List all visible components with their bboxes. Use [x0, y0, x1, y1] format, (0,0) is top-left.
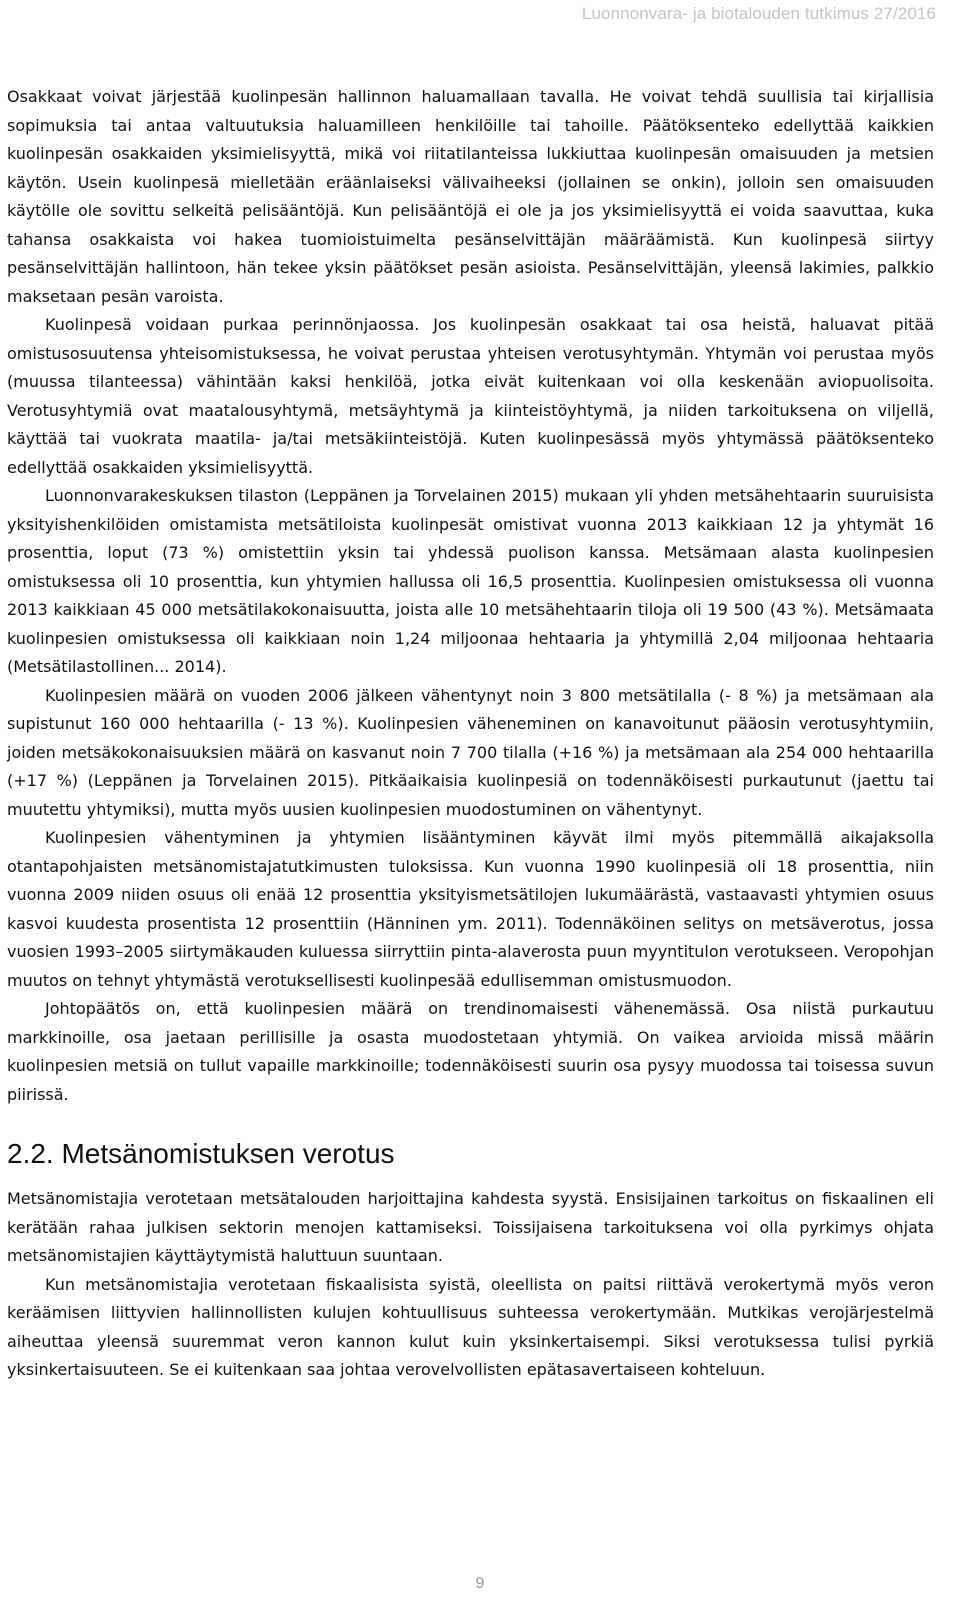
paragraph: Kuolinpesien määrä on vuoden 2006 jälkeen vähentynyt noin 3 800 metsätilalla (- 8 %) ja metsämaan ala supistunut 160 000 hehtaarilla (- 13 %). Kuolinpesien väheneminen on kanavoitunut pääosin verotusyhtymiin, joiden metsäkokonaisuuksien määrä on kasvanut noin 7 700 tilalla (+16 %) ja metsämaan ala 254 000 hehtaarilla (+17 %) (Leppänen ja Torvelainen 2015). Pitkäaikaisia kuolinpesiä on todennäköisesti purkautunut (jaettu tai muutettu yhtymiksi), mutta myös uusien kuolinpesien muodostuminen on vähentynyt.	[7, 685, 934, 819]
paragraph: Luonnonvarakeskuksen tilaston (Leppänen ja Torvelainen 2015) mukaan yli yhden metsähehtaarin suuruisista yksityishenkilöiden omistamista metsätiloista kuolinpesät omistivat vuonna 2013 kaikkiaan 12 ja yhtymät 16 prosenttia, loput (73 %) omistettiin yksin tai yhdessä puolison kanssa. Metsämaan alasta kuolinpesien omistuksessa oli 10 prosenttia, kun yhtymien hallussa oli 16,5 prosenttia. Kuolinpesien omistuksessa oli vuonna 2013 kaikkiaan 45 000 metsätilakokonaisuutta, joista alle 10 metsähehtaarin tiloja oli 19 500 (43 %). Metsämaata kuolinpesien omistuksessa oli kaikkiaan noin 1,24 miljoonaa hehtaaria ja yhtymillä 2,04 miljoonaa hehtaaria (Metsätilastollinen... 2014).	[7, 486, 934, 676]
paragraph: Metsänomistajia verotetaan metsätalouden harjoittajina kahdesta syystä. Ensisijainen tarkoitus on fiskaalinen eli kerätään rahaa julkisen sektorin menojen kattamiseksi. Toissijaisena tarkoituksena voi olla pyrkimys ohjata metsänomistajien käyttäytymistä haluttuun suuntaan.	[7, 1189, 934, 1265]
paragraph: Kun metsänomistajia verotetaan fiskaalisista syistä, oleellista on paitsi riittävä verokertymä myös veron keräämisen liittyvien hallinnollisten kulujen kohtuullisuus suhteessa verokertymään. Mutkikas verojärjestelmä aiheuttaa yleensä suuremmat veron kannon kulut kuin yksinkertaisempi. Siksi verotuksessa tulisi pyrkiä yksinkertaisuuteen. Se ei kuitenkaan saa johtaa verovelvollisten epätasavertaiseen kohteluun.	[7, 1274, 934, 1379]
paragraph: Osakkaat voivat järjestää kuolinpesän hallinnon haluamallaan tavalla. He voivat tehdä suullisia tai kirjallisia sopimuksia tai antaa valtuutuksia haluamilleen henkilöille tai tahoille. Päätöksenteko edellyttää kaikkien kuolinpesän osakkaiden yksimielisyyttä, mikä voi riitatilanteissa lukkiuttaa kuolinpesän omaisuuden ja metsien käytön. Usein kuolinpesä mielletään eräänlaiseksi välivaiheeksi (jollainen se onkin), jolloin sen omaisuuden käytölle ole sovittu selkeitä pelisääntöjä. Kun pelisääntöjä ei ole ja jos yksimielisyyttä ei voida saavuttaa, kuka tahansa osakkaista voi hakea tuomioistuimelta pesänselvittäjän määräämistä. Kun kuolinpesä siirtyy pesänselvittäjän hallintoon, hän tekee yksin päätökset pesän asioista. Pesänselvittäjän, yleensä lakimies, palkkio maksetaan pesän varoista.	[7, 87, 934, 306]
section-heading: 2.2. Metsänomistuksen verotus	[7, 1138, 395, 1169]
paragraph: Johtopäätös on, että kuolinpesien määrä on trendinomaisesti vähenemässä. Osa niistä purkautuu markkinoille, osa jaetaan perillisille ja osasta muodostetaan yhtymiä. On vaikea arvioida missä määrin kuolinpesien metsiä on tullut vapaille markkinoille; todennäköisesti suurin osa pysyy muodossa tai toisessa suvun piirissä.	[7, 999, 934, 1104]
body-text	[7, 83, 934, 1385]
paragraph: Kuolinpesien vähentyminen ja yhtymien lisääntyminen käyvät ilmi myös pitemmällä aikajaksolla otantapohjaisten metsänomistajatutkimusten tuloksissa. Kun vuonna 1990 kuolinpesiä oli 18 prosenttia, niin vuonna 2009 niiden osuus oli enää 12 prosenttia yksityismetsätilojen lukumäärästä, vastaavasti yhtymien osuus kasvoi kuudesta prosentista 12 prosenttiin (Hänninen ym. 2011). Todennäköinen selitys on metsäverotus, jossa vuosien 1993–2005 siirtymäkauden kuluessa siirryttiin pinta-alaverosta puun myyntitulon verotukseen. Veropohjan muutos on tehnyt yhtymästä verotuksellisesti kuolinpesää edullisemman omistusmuodon.	[7, 828, 934, 990]
running-header: Luonnonvara- ja biotalouden tutkimus 27/2016	[581, 4, 936, 23]
paragraph: Kuolinpesä voidaan purkaa perinnönjaossa. Jos kuolinpesän osakkaat tai osa heistä, haluavat pitää omistusosuutensa yhteisomistuksessa, he voivat perustaa yhteisen verotusyhtymän. Yhtymän voi perustaa myös (muussa tilanteessa) vähintään kaksi henkilöä, jotka eivät kuitenkaan voi olla keskenään aviopuolisoita. Verotusyhtymiä ovat maatalousyhtymä, metsäyhtymä ja kiinteistöyhtymä, ja niiden tarkoituksena on viljellä, käyttää tai vuokrata maatila- ja/tai metsäkiinteistöjä. Kuten kuolinpesässä myös yhtymässä päätöksenteko edellyttää osakkaiden yksimielisyyttä.	[7, 315, 934, 477]
page-number: 9	[475, 1575, 485, 1592]
